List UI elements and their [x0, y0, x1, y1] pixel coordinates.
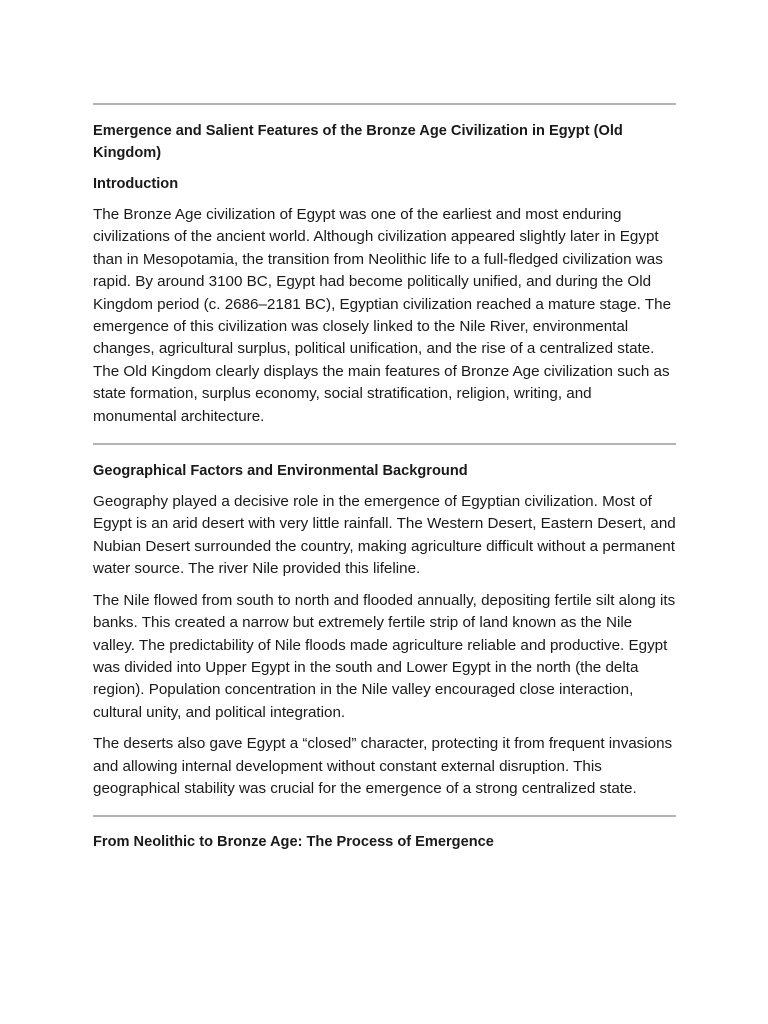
geography-paragraph-3: The deserts also gave Egypt a “closed” character, protecting it from frequent invasions and allowing internal development without constant external disruption. This geographical stability was crucial for the emergence of a strong centralized state.	[93, 735, 673, 797]
document-title: Emergence and Salient Features of the Bronze Age Civilization in Egypt (Old Kingdom)	[93, 123, 623, 161]
section-divider	[93, 815, 676, 817]
geography-paragraph-2: The Nile flowed from south to north and flooded annually, depositing fertile silt along its banks. This created a narrow but extremely fertile strip of land known as the Nile valley. The predictability of Nile floods made agriculture reliable and productive. Egypt was divided into Upper Egypt in the south and Lower Egypt in the north (the delta region). Population concentration in the Nile valley encouraged close interaction, cultural unity, and political integration.	[93, 591, 676, 721]
neolithic-heading: From Neolithic to Bronze Age: The Process of Emergence	[93, 834, 494, 851]
geography-heading: Geographical Factors and Environmental Background	[93, 463, 468, 480]
geography-paragraph-1: Geography played a decisive role in the emergence of Egyptian civilization. Most of Egypt is an arid desert with very little rainfall. The Western Desert, Eastern Desert, and Nubian Desert surrounded the country, making agriculture difficult without a permanent water source. The river Nile provided this lifeline.	[93, 493, 676, 578]
section-divider	[93, 443, 676, 445]
introduction-heading: Introduction	[93, 176, 179, 192]
document-page	[93, 103, 676, 853]
introduction-paragraph: The Bronze Age civilization of Egypt was one of the earliest and most enduring civilizations of the ancient world. Although civilization appeared slightly later in Egypt than in Mesopotamia, the transition from Neolithic life to a full-fledged civilization was rapid. By around 3100 BC, Egypt had become politically unified, and during the Old Kingdom period (c. 2686–2181 BC), Egyptian civilization reached a mature stage. The emergence of this civilization was closely linked to the Nile River, environmental changes, agricultural surplus, political unification, and the rise of a centralized state. The Old Kingdom clearly displays the main features of Bronze Age civilization such as state formation, surplus economy, social stratification, religion, writing, and monumental architecture.	[93, 206, 672, 425]
section-divider	[93, 103, 676, 105]
